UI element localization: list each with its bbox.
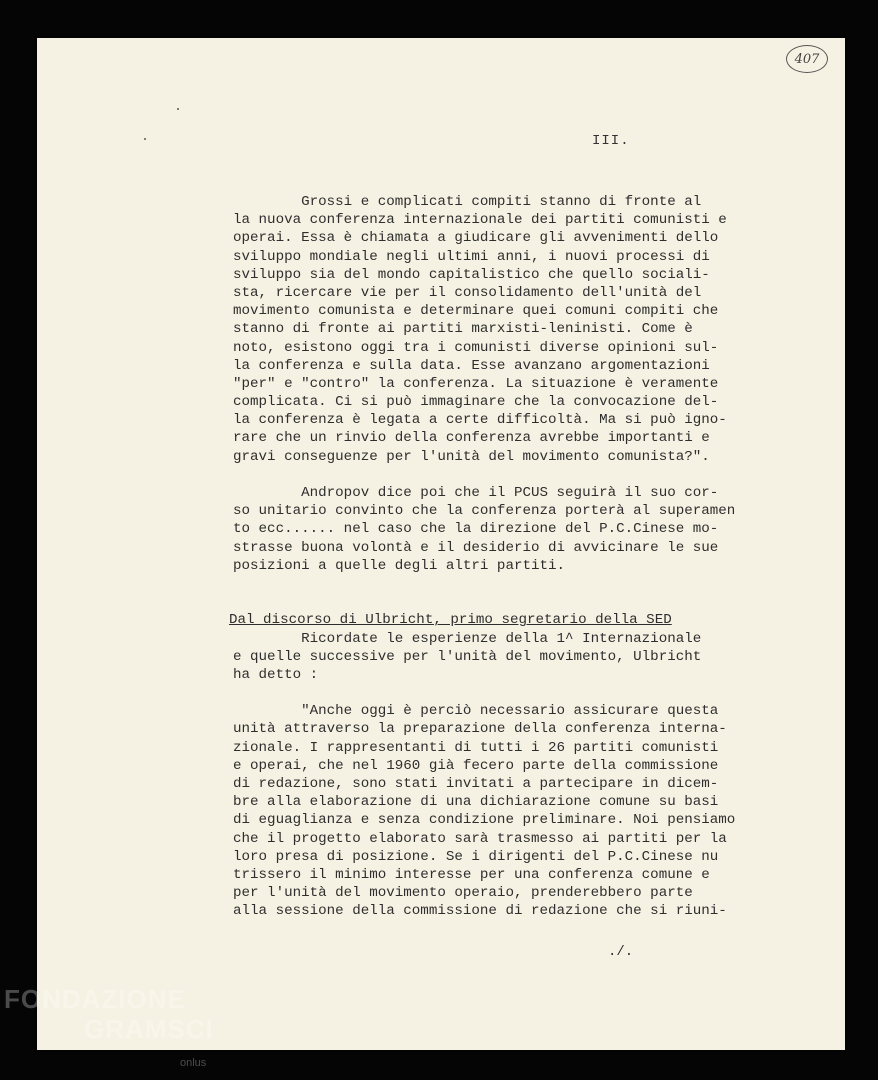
text-line: "Anche oggi è perciò necessario assicurare questa [233,703,719,720]
text-line: alla sessione della commissione di redazione che si riuni- [233,903,727,920]
text-line: noto, esistono oggi tra i comunisti diverse opinioni sul- [233,339,719,356]
text-line: unità attraverso la preparazione della conferenza interna- [233,721,727,738]
text-line: "per" e "contro" la conferenza. La situazione è veramente [233,375,719,392]
text-line [233,466,813,484]
text-line: rare che un rinvio della conferenza avrebbe importanti e [233,430,710,447]
text-line: posizioni a quelle degli altri partiti. [233,557,566,574]
text-line: la conferenza e sulla data. Esse avanzano argomentazioni [233,357,710,374]
text-line: che il progetto elaborato sarà trasmesso ai partiti per la [233,830,727,847]
text-line: la conferenza è legata a certe difficoltà. Ma si può igno- [233,412,727,429]
text-line: stanno di fronte ai partiti marxisti-leninisti. Come è [233,321,693,338]
watermark-line-2: GRAMSCI [84,1014,214,1044]
text-line: Grossi e complicati compiti stanno di fronte al [233,194,702,210]
text-line: zionale. I rappresentanti di tutti i 26 partiti comunisti [233,739,719,756]
archive-number: 407 [794,51,820,67]
watermark-line-1: FONDAZIONE [4,984,186,1014]
paper-speck [177,108,179,110]
text-line: ha detto : [233,666,319,683]
paper-speck [144,138,146,140]
text-line [233,593,813,611]
text-line: operai. Essa è chiamata a giudicare gli avvenimenti dello [233,230,719,247]
text-line: di eguaglianza e senza condizione preliminare. Noi pensiamo [233,812,736,829]
continuation-mark: ./. [608,944,634,960]
text-line: sviluppo mondiale negli ultimi anni, i nuovi processi di [233,248,710,265]
typewritten-body [229,193,813,921]
fondazione-gramsci-watermark [4,984,214,1069]
text-line: la nuova conferenza internazionale dei partiti comunisti e [233,212,727,229]
text-line: Andropov dice poi che il PCUS seguirà il suo cor- [233,485,719,501]
text-line: so unitario convinto che la conferenza porterà al superamen [233,503,736,520]
text-line: Ricordate le esperienze della 1^ Internazionale [233,630,702,647]
text-line: trissero il minimo interesse per una conferenza comune e [233,866,710,883]
text-line: to ecc...... nel caso che la direzione del P.C.Cinese mo- [233,521,719,538]
document-page [37,38,845,1050]
archive-number-stamp [786,45,828,73]
text-line: complicata. Ci si può immaginare che la convocazione del- [233,394,719,411]
text-line: bre alla elaborazione di una dichiarazione comune su basi [233,794,719,811]
text-line: e operai, che nel 1960 già fecero parte della commissione [233,757,719,774]
text-line: sta, ricercare vie per il consolidamento dell'unità del [233,284,702,301]
text-line: e quelle successive per l'unità del movimento, Ulbricht [233,648,702,665]
text-line: di redazione, sono stati invitati a partecipare in dicem- [233,776,719,792]
text-line: strasse buona volontà e il desiderio di avvicinare le sue [233,539,719,556]
text-line [233,575,813,593]
text-line: movimento comunista e determinare quei comuni compiti che [233,303,719,320]
text-line: sviluppo sia del mondo capitalistico che quello sociali- [233,266,710,283]
watermark-line-3: onlus [180,1057,207,1069]
page-number: III. [592,133,630,149]
text-line: per l'unità del movimento operaio, prenderebbero parte [233,885,693,902]
text-line: gravi conseguenze per l'unità del movimento comunista?". [233,448,710,465]
section-heading: Dal discorso di Ulbricht, primo segretario della SED [229,612,672,629]
text-line [233,684,813,702]
text-line: loro presa di posizione. Se i dirigenti del P.C.Cinese nu [233,848,719,865]
